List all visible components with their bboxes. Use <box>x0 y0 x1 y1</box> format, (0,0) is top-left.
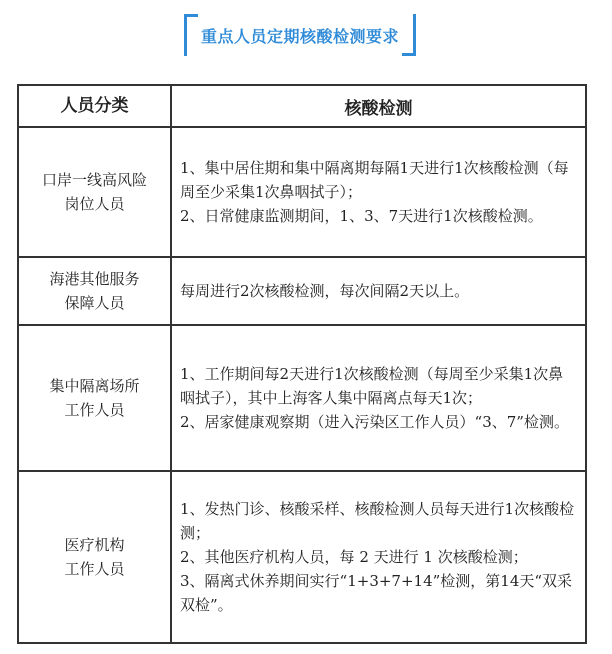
category-line: 口岸一线高风险 <box>41 171 147 189</box>
requirement-line: 1、工作期间每2天进行1次核酸检测（每周至少采集1次鼻咽拭子），其中上海客人集中隔离点每天1次； <box>180 365 564 407</box>
requirement-line: 2、居家健康观察期（进入污染区工作人员）“3、7”检测。 <box>180 413 569 431</box>
requirement-cell <box>171 257 586 325</box>
requirement-line: 2、其他医疗机构人员，每 2 天进行 1 次核酸检测； <box>180 548 528 566</box>
category-line: 工作人员 <box>64 401 125 419</box>
table-row <box>18 257 586 325</box>
header-category: 人员分类 <box>18 85 171 127</box>
category-cell <box>18 257 171 325</box>
category-line: 海港其他服务 <box>49 270 140 288</box>
requirement-line: 每周进行2次核酸检测，每次间隔2天以上。 <box>180 282 470 300</box>
table-row <box>18 471 586 643</box>
requirement-line: 3、隔离式休养期间实行“1+3+7+14”检测，第14天“双采双检”。 <box>180 572 573 614</box>
requirement-line: 2、日常健康监测期间，1、3、7天进行1次核酸检测。 <box>180 207 543 225</box>
category-cell <box>18 471 171 643</box>
table-header-row <box>18 85 586 127</box>
requirement-line: 1、发热门诊、核酸采样、核酸检测人员每天进行1次核酸检测； <box>180 500 575 542</box>
category-line: 工作人员 <box>64 560 125 578</box>
table-row <box>18 325 586 471</box>
requirement-cell <box>171 325 586 471</box>
category-line: 集中隔离场所 <box>49 377 140 395</box>
requirement-line: 1、集中居住期和集中隔离期每隔1天进行1次核酸检测（每周至少采集1次鼻咽拭子）； <box>180 159 569 201</box>
requirement-cell <box>171 127 586 257</box>
category-line: 医疗机构 <box>64 536 125 554</box>
testing-requirements-table <box>17 84 587 644</box>
category-line: 岗位人员 <box>64 195 125 213</box>
section-title: 重点人员定期核酸检测要求 <box>200 27 399 46</box>
category-cell <box>18 325 171 471</box>
section-title-box <box>184 14 416 56</box>
category-line: 保障人员 <box>64 294 125 312</box>
table-row <box>18 127 586 257</box>
requirement-cell <box>171 471 586 643</box>
header-testing: 核酸检测 <box>171 85 586 127</box>
category-cell <box>18 127 171 257</box>
